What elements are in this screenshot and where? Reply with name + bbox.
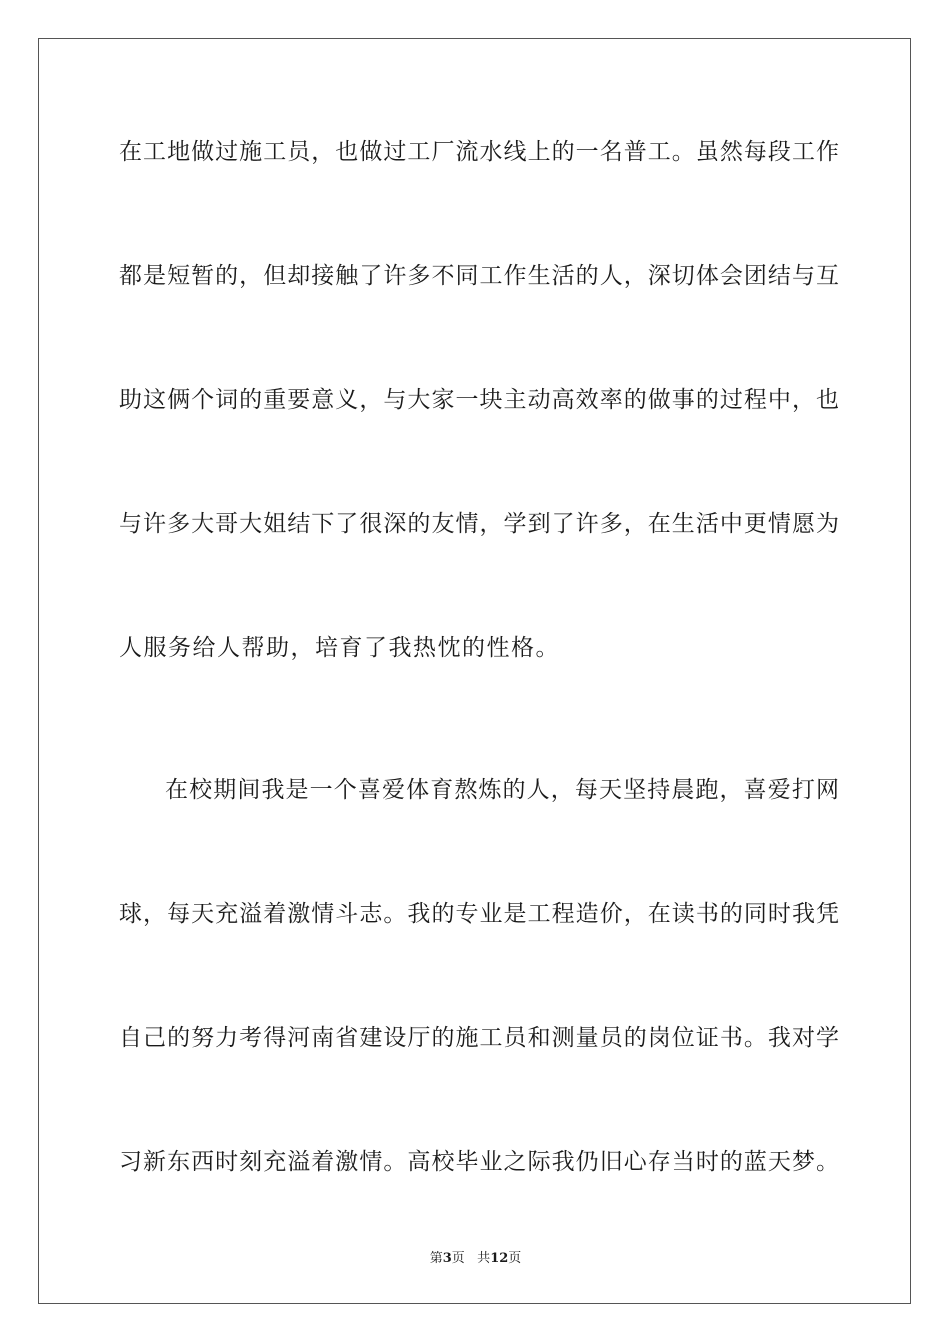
page-footer <box>39 1247 912 1266</box>
total-pages-label: 共12页 <box>477 1251 522 1266</box>
total-pages: 12 <box>490 1251 509 1266</box>
paragraph-1-line-5: 人服务给人帮助，培育了我热忱的性格。 <box>119 635 560 661</box>
page-label: 第3页 <box>429 1251 465 1266</box>
paragraph-1-line-3: 助这俩个词的重要意义，与大家一块主动高效率的做事的过程中，也 <box>119 387 839 413</box>
paragraph-2-line-4: 习新东西时刻充溢着激情。高校毕业之际我仍旧心存当时的蓝天梦。 <box>119 1149 839 1175</box>
paragraph-2-line-2: 球，每天充溢着激情斗志。我的专业是工程造价，在读书的同时我凭 <box>119 901 839 927</box>
paragraph-2-line-1: 在校期间我是一个喜爱体育熬炼的人，每天坚持晨跑，喜爱打网 <box>165 777 839 803</box>
page-number: 3 <box>442 1251 452 1266</box>
paragraph-1-line-2: 都是短暂的，但却接触了许多不同工作生活的人，深切体会团结与互 <box>119 263 839 289</box>
page-frame <box>38 38 911 1304</box>
paragraph-2-line-3: 自己的努力考得河南省建设厅的施工员和测量员的岗位证书。我对学 <box>119 1025 839 1051</box>
paragraph-1-line-4: 与许多大哥大姐结下了很深的友情，学到了许多，在生活中更情愿为 <box>119 511 839 537</box>
paragraph-1-line-1: 在工地做过施工员，也做过工厂流水线上的一名普工。虽然每段工作 <box>119 139 839 165</box>
